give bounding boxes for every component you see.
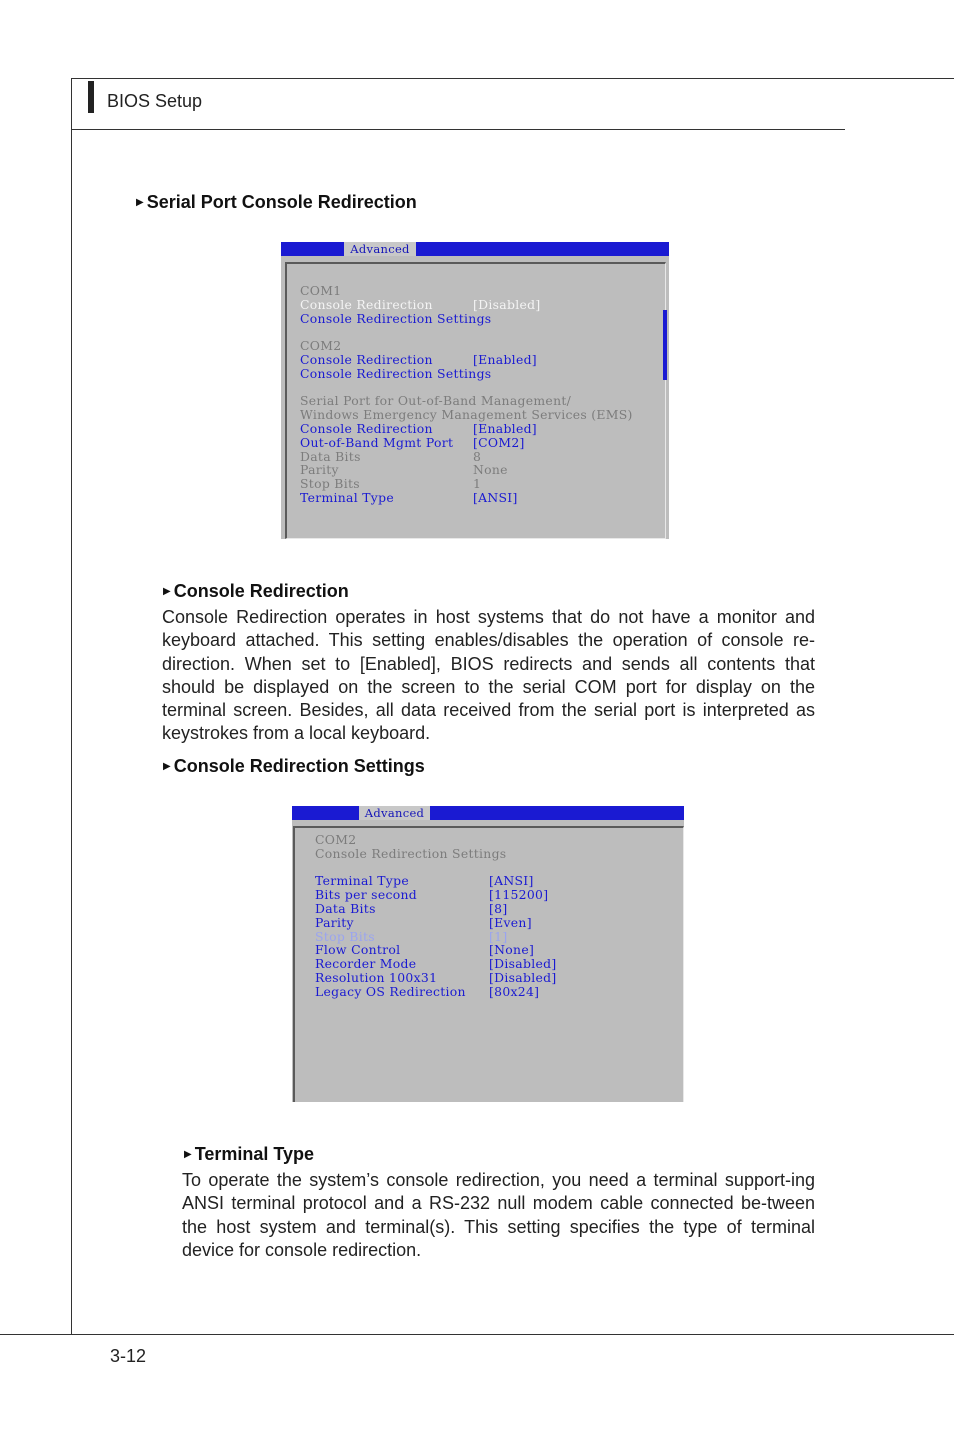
bios-option-value: None <box>473 462 508 477</box>
bios-option-label: Legacy OS Redirection <box>315 984 466 999</box>
bios-option-label: Stop Bits <box>315 929 375 944</box>
bios-option-value: [Enabled] <box>473 421 537 436</box>
bios-option-label: Flow Control <box>315 942 401 957</box>
bios-group-label: Serial Port for Out-of-Band Management/ <box>300 393 572 408</box>
bios-option-value: [8] <box>489 901 508 916</box>
heading-text: Serial Port Console Redirection <box>146 192 417 212</box>
bios-title-bar <box>292 806 684 820</box>
page-margin-rule <box>71 78 72 1335</box>
footer-rule <box>0 1334 954 1335</box>
bios-option-label: Console Redirection <box>300 421 433 436</box>
bios-screenshot-redirection-settings <box>292 806 684 1102</box>
page-number: 3-12 <box>110 1346 147 1366</box>
bios-group-label: Windows Emergency Management Services (EMS) <box>300 407 633 422</box>
triangle-bullet-icon: ▶ <box>184 1149 192 1160</box>
running-header-title: BIOS Setup <box>107 91 203 111</box>
heading-text: Console Redirection <box>173 581 349 601</box>
triangle-bullet-icon: ▶ <box>163 761 171 772</box>
triangle-bullet-icon: ▶ <box>136 197 144 208</box>
bios-option-label: Stop Bits <box>300 476 360 491</box>
header-rule-top <box>71 78 954 79</box>
bios-option-value: [1] <box>489 929 508 944</box>
heading-text: Console Redirection Settings <box>173 756 425 776</box>
bios-title-bar <box>281 242 669 256</box>
bios-option-value: [Disabled] <box>489 956 557 971</box>
bios-option-value: [115200] <box>489 887 549 902</box>
bios-option-label: Console Redirection <box>300 352 433 367</box>
bios-option-value: [Disabled] <box>489 970 557 985</box>
section-heading-console-redirection <box>163 581 349 602</box>
bios-option-label: Bits per second <box>315 887 417 902</box>
bios-screenshot-serial-port <box>281 242 669 539</box>
section-heading-serial-port <box>136 192 417 213</box>
bios-tab-advanced: Advanced <box>359 806 430 820</box>
triangle-bullet-icon: ▶ <box>163 586 171 597</box>
bios-option-value: 8 <box>473 449 482 464</box>
header-marker <box>88 81 94 113</box>
paragraph-console-redirection: Console Redirection operates in host systems that do not have a monitor and keyboard attached. This setting enables/disables the operation of console re-direction. When set to [Enabled], BIOS redirects and sends all contents that should be displayed on the screen to the serial COM port for display on the terminal screen. Besides, all data received from the serial port is interpreted as keystrokes from a local keyboard. <box>162 607 815 744</box>
bios-option-label: Out-of-Band Mgmt Port <box>300 435 454 450</box>
bios-option-value: [ANSI] <box>489 873 534 888</box>
bios-group-label: COM1 <box>300 283 342 298</box>
paragraph-terminal-type: To operate the system’s console redirection, you need a terminal support-ing ANSI terminal protocol and a RS-232 null modem cable connected be-tween the host system and terminal(s). This setting specifies the type of terminal device for console redirection. <box>182 1170 815 1260</box>
bios-group-label: COM2 <box>300 338 342 353</box>
bios-group-label: COM2 <box>315 832 357 847</box>
bios-option-value: [Even] <box>489 915 532 930</box>
bios-option-label: Console Redirection <box>300 297 433 312</box>
bios-option-value: 1 <box>473 476 482 491</box>
bios-option-value: [ANSI] <box>473 490 518 505</box>
bios-option-label: Terminal Type <box>315 873 409 888</box>
bios-option-value: [COM2] <box>473 435 525 450</box>
bios-option-label: Terminal Type <box>300 490 394 505</box>
header-rule-bottom <box>71 129 845 130</box>
bios-submenu-label: Console Redirection Settings <box>300 366 492 381</box>
bios-option-label: Data Bits <box>315 901 376 916</box>
bios-option-value: [None] <box>489 942 535 957</box>
bios-option-label: Parity <box>315 915 354 930</box>
section-heading-terminal-type <box>184 1144 314 1165</box>
bios-group-label: Console Redirection Settings <box>315 846 507 861</box>
bios-option-label: Parity <box>300 462 339 477</box>
heading-text: Terminal Type <box>194 1144 315 1164</box>
bios-option-value: [80x24] <box>489 984 540 999</box>
bios-scrollbar <box>663 310 667 380</box>
bios-option-value: [Enabled] <box>473 352 537 367</box>
bios-submenu-label: Console Redirection Settings <box>300 311 492 326</box>
bios-option-label: Recorder Mode <box>315 956 417 971</box>
bios-tab-advanced: Advanced <box>344 242 416 256</box>
section-heading-console-redirection-settings <box>163 756 425 777</box>
bios-option-value: [Disabled] <box>473 297 541 312</box>
bios-option-label: Data Bits <box>300 449 361 464</box>
bios-option-label: Resolution 100x31 <box>315 970 438 985</box>
